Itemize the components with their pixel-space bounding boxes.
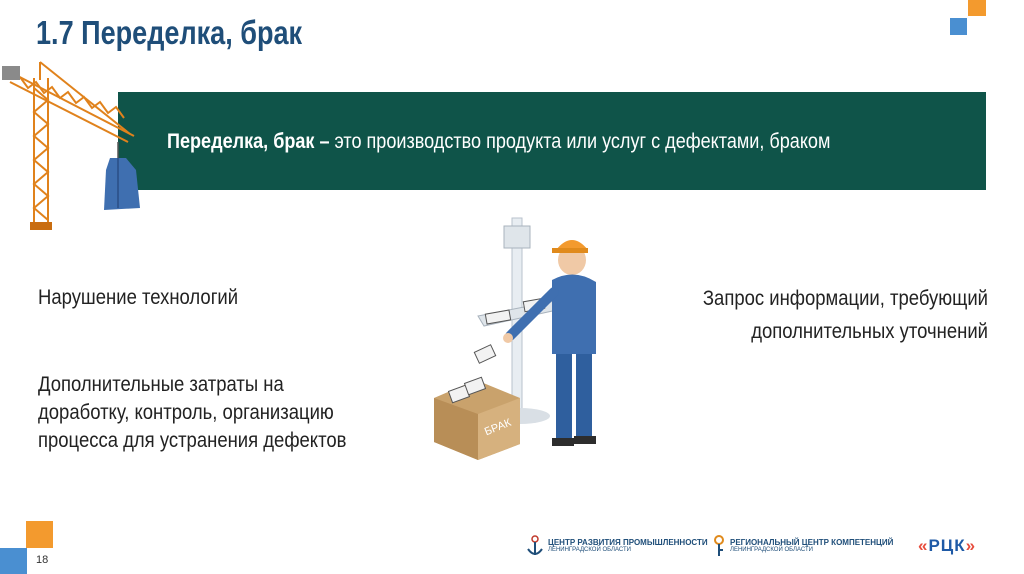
worker-defect-illustration — [428, 208, 618, 464]
logo-industry-center — [526, 535, 708, 557]
decor-square-orange-bottom — [26, 521, 53, 548]
logo1-title: ЦЕНТР РАЗВИТИЯ ПРОМЫШЛЕННОСТИ — [548, 538, 708, 547]
logo-rck — [918, 536, 976, 556]
logo-competence-center — [712, 535, 893, 557]
left-item-costs — [38, 371, 346, 455]
rck-bracket-right-icon: » — [965, 536, 977, 555]
left-item-costs-line-2: доработку, контроль, организацию — [38, 401, 334, 424]
page-number: 18 — [36, 554, 49, 566]
left-item-costs-line-3: процесса для устранения дефектов — [38, 429, 347, 452]
slide-title: 1.7 Переделка, брак — [36, 14, 303, 51]
decor-square-blue-top — [950, 18, 967, 35]
right-item-info-request — [703, 282, 988, 348]
rck-text: РЦК — [928, 536, 966, 555]
definition-body: это производство продукта или услуг с дефектами, браком — [329, 130, 831, 153]
definition-text — [167, 130, 830, 154]
right-item-line-2: дополнительных уточнений — [751, 320, 988, 343]
anchor-icon — [526, 535, 544, 557]
decor-square-blue-bottom — [0, 548, 27, 574]
logo1-subtitle: ЛЕНИНГРАДСКОЙ ОБЛАСТИ — [548, 547, 631, 553]
crane-illustration — [0, 58, 142, 234]
rck-bracket-left-icon: « — [918, 536, 929, 555]
left-item-technology: Нарушение технологий — [38, 286, 239, 309]
definition-term: Переделка, брак – — [167, 130, 330, 153]
right-item-line-1: Запрос информации, требующий — [702, 287, 988, 310]
left-item-costs-line-1: Дополнительные затраты на — [38, 373, 284, 396]
box-label: БРАК — [482, 416, 513, 439]
decor-square-orange-top — [968, 0, 986, 16]
logo2-subtitle: ЛЕНИНГРАДСКОЙ ОБЛАСТИ — [730, 547, 813, 553]
key-icon — [712, 535, 726, 557]
logo2-title: РЕГИОНАЛЬНЫЙ ЦЕНТР КОМПЕТЕНЦИЙ — [730, 538, 894, 547]
